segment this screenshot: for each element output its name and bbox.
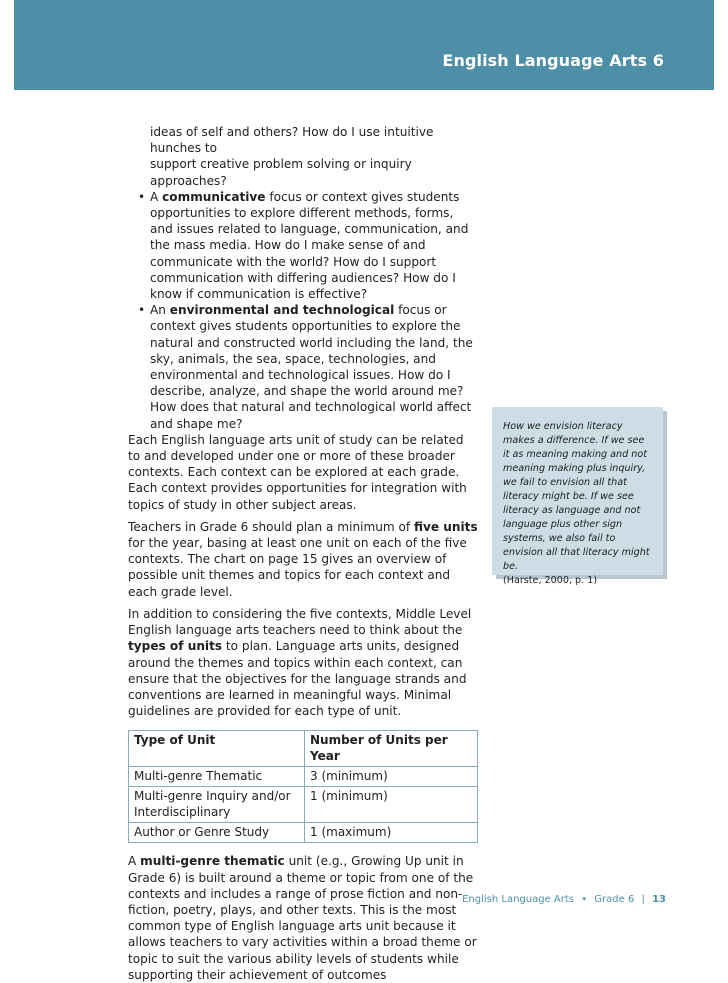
bullet-dot: •: [138, 303, 146, 318]
bullet-text-rest: focus or context gives students opportunities to explore different methods, forms, and issues related to language, communication, and the mass media. How do I make sense of and communicate with the world? How do I support communication with differing audiences? How do I know if communication is effective?: [150, 189, 469, 302]
footer-grade: Grade 6: [594, 894, 635, 905]
bullet-environmental: [128, 302, 478, 432]
paragraph-contexts: Each English language arts unit of study can be related to and developed under one or more of these broader contexts. Each context can be explored at each grade. Each context provides opportunities for integration with topics of study in other subject areas.: [128, 432, 467, 512]
footer-separator: •: [581, 894, 588, 905]
table-header-row: [129, 731, 478, 767]
page-number: 13: [652, 894, 666, 905]
table-row: [129, 767, 478, 787]
table-cell: Multi-genre Thematic: [129, 767, 305, 787]
term-multi-genre-thematic: multi-genre thematic: [140, 854, 285, 869]
table-header-cell: Type of Unit: [129, 731, 305, 767]
paragraph-text-pre: In addition to considering the five contexts, Middle Level English language arts teachers need to think about the: [128, 606, 472, 638]
sidebar-quote-box: [492, 407, 663, 586]
sidebar-citation: (Harste, 2000, p. 1): [503, 575, 598, 586]
table-cell: Multi-genre Inquiry and/or Interdisciplinary: [129, 787, 305, 823]
table-cell: 1 (minimum): [305, 787, 478, 823]
bullet-continuation: [128, 124, 478, 189]
unit-types-table: [128, 730, 478, 843]
term-types-of-units: types of units: [128, 639, 223, 654]
paragraph-text-rest: unit (e.g., Growing Up unit in Grade 6) is built around a theme or topic from one of the contexts and includes a range of prose fiction and non-fiction, poetry, plays, and other texts. This is the most common type of English language arts unit because it allows teachers to vary activities within a broad theme or topic to suit the various ability levels of students while supporting their achievement of outcomes: [128, 854, 477, 982]
term-five-units: five units: [414, 519, 478, 534]
cont-line-1: ideas of self and others? How do I use intuitive hunches to: [150, 125, 434, 156]
bullet-text-pre: A: [150, 189, 163, 204]
main-column: [128, 124, 478, 983]
page-footer: [462, 894, 666, 905]
footer-subject: English Language Arts: [462, 894, 575, 905]
paragraph-text-pre: Teachers in Grade 6 should plan a minimum of: [128, 519, 415, 534]
bullet-term-communicative: communicative: [162, 189, 266, 204]
table-cell: 3 (minimum): [305, 767, 478, 787]
paragraph-multi-genre: [128, 853, 478, 983]
bullet-text-rest: focus or context gives students opportunities to explore the natural and constructed world including the land, the sky, animals, the sea, space, technologies, and environmental and technological issues. How do I describe, analyze, and shape the world around me? How does that natural and technological world affect and shape me?: [150, 303, 473, 431]
paragraph-text-pre: A: [128, 854, 141, 869]
paragraph-five-units: [128, 519, 478, 600]
table-row: [129, 787, 478, 823]
table-cell: 1 (maximum): [305, 823, 478, 843]
sidebar-quote: [492, 407, 663, 598]
paragraph-text-rest: for the year, basing at least one unit on each of the five contexts. The chart on page 15 gives an overview of possible unit themes and topics for each context and each grade level.: [128, 536, 467, 599]
paragraph-types-of-units: [128, 606, 478, 719]
table-cell: Author or Genre Study: [129, 823, 305, 843]
footer-divider: |: [641, 894, 645, 905]
table-row: [129, 823, 478, 843]
bullet-communicative: [128, 189, 478, 302]
bullet-text-pre: An: [150, 303, 170, 318]
paragraph-text-rest: to plan. Language arts units, designed around the themes and topics within each context, can ensure that the objectives for the language strands and conventions are learned in meaningful ways. Minimal guidelines are provided for each type of unit.: [128, 639, 467, 719]
cont-line-2: support creative problem solving or inquiry approaches?: [150, 157, 412, 188]
table-header-cell: Number of Units per Year: [305, 731, 478, 767]
sidebar-quote-text: How we envision literacy makes a difference. If we see it as meaning making and not meaning making plus inquiry, we fail to envision all that literacy might be. If we see literacy as language and not language plus other sign systems, we also fail to envision all that literacy might be.: [503, 421, 650, 572]
header-band: [14, 0, 714, 90]
page-header-title: English Language Arts 6: [442, 51, 664, 70]
bullet-term-environmental: environmental and technological: [169, 303, 395, 318]
bullet-dot: •: [138, 189, 146, 204]
